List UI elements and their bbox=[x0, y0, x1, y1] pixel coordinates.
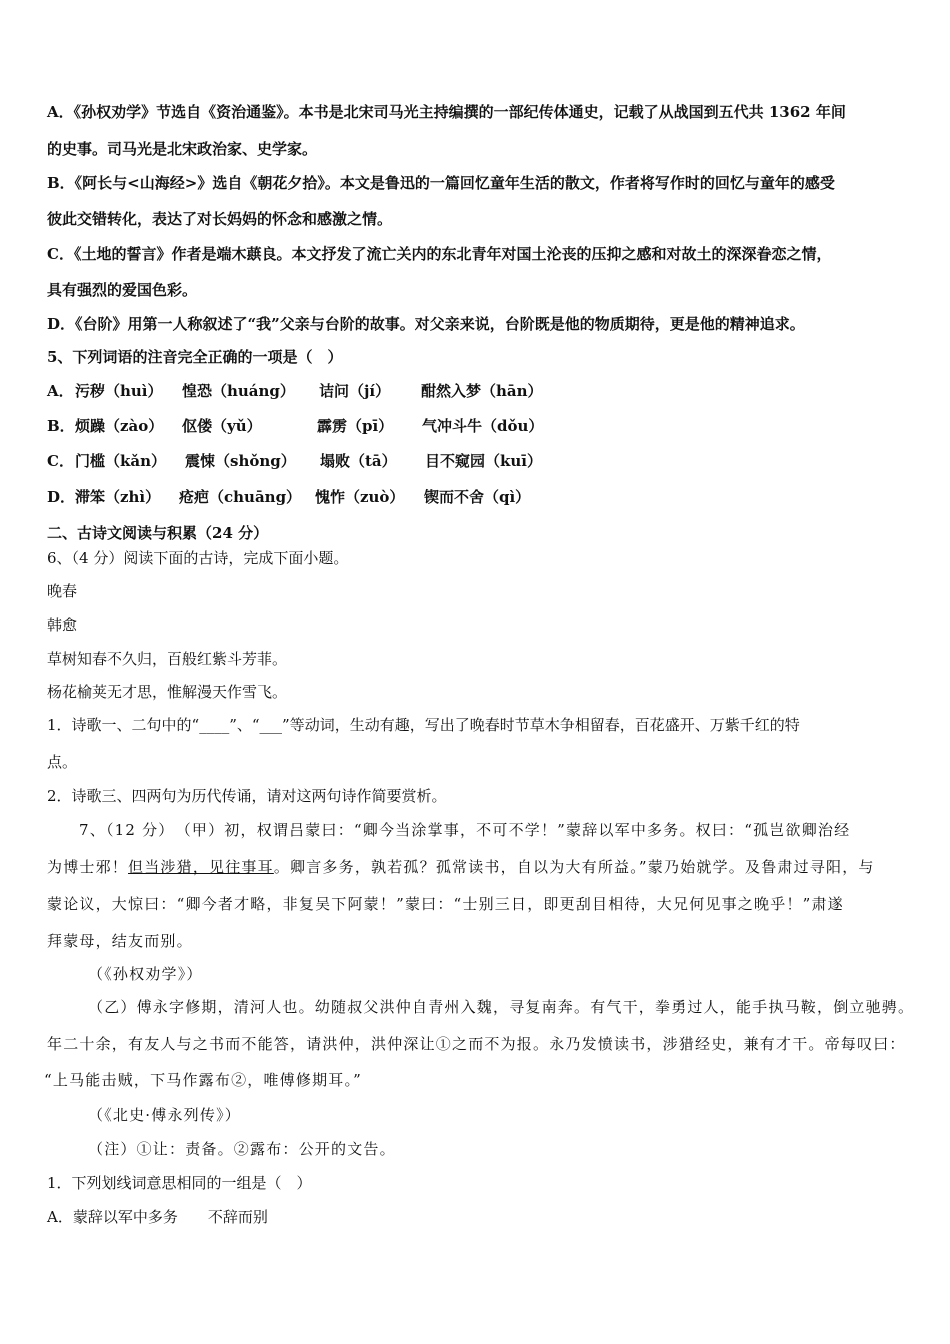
q4-option-a-line1 bbox=[47, 101, 905, 123]
poem-author: 韩愈 bbox=[47, 616, 78, 634]
q7-sub1-option-a: A．蒙辞以军中多务 不辞而别 bbox=[47, 1208, 268, 1226]
q7-passage-yi-line1: （乙）傅永字修期，清河人也。幼随叔父洪仲自青州入魏，寻复南奔。有气干，拳勇过人，能手执马鞍，倒立驰骋。 bbox=[88, 998, 915, 1016]
q6-sub1-line2: 点。 bbox=[47, 753, 78, 771]
q5-option-item: 诘问（jí） bbox=[319, 382, 391, 400]
q5-option-item: 门槛（kǎn） bbox=[75, 452, 167, 470]
q5-option-c-row bbox=[47, 450, 907, 472]
q5-option-b-row bbox=[47, 415, 907, 437]
q5-option-label: D． bbox=[47, 488, 76, 506]
q5-option-item: 酣然入梦（hān） bbox=[421, 382, 543, 400]
q7-passage-jia-line1: 7、（12 分） （甲）初，权谓吕蒙曰：“卿今当涂掌事，不可不学！”蒙辞以军中多务。权曰：“孤岂欲卿治经 bbox=[79, 821, 851, 839]
q5-option-item: 惶恐（huáng） bbox=[182, 382, 295, 400]
q5-option-item: 目不窥园（kuī） bbox=[425, 452, 542, 470]
q7-passage-jia-line4: 拜蒙母，结友而别。 bbox=[47, 932, 193, 950]
q5-option-item: 伛偻（yǔ） bbox=[182, 417, 262, 435]
poem-line-1: 草树知春不久归，百般红紫斗芳菲。 bbox=[47, 650, 288, 668]
q5-option-label: A． bbox=[47, 382, 74, 400]
q7-passage-yi-line3: “上马能击贼，下马作露布②，唯傅修期耳。” bbox=[44, 1071, 363, 1089]
q7-underlined-phrase: 但当涉猎，见往事耳 bbox=[128, 858, 274, 876]
q4-option-d: D．《台阶》用第一人称叙述了“我”父亲与台阶的故事。对父亲来说，台阶既是他的物质期待，更是他的精神追求。 bbox=[47, 315, 805, 333]
q7-passage-yi-line2: 年二十余，有友人与之书而不能答，请洪仲，洪仲深让①之而不为报。永乃发愤读书，涉猎经史，兼有才干。帝每叹曰： bbox=[47, 1035, 906, 1053]
q5-option-item: 霹雳（pī） bbox=[317, 417, 394, 435]
q5-option-item: 塌败（tā） bbox=[320, 452, 397, 470]
q7-passage-jia-line2 bbox=[47, 856, 875, 878]
q5-stem: 5、下列词语的注音完全正确的一项是（ ） bbox=[47, 348, 343, 366]
q6-sub1-line1 bbox=[47, 714, 905, 736]
q4-option-b-line2: 彼此交错转化，表达了对长妈妈的怀念和感激之情。 bbox=[47, 210, 393, 228]
q6-stem: 6、（4 分）阅读下面的古诗，完成下面小题。 bbox=[47, 549, 349, 567]
q5-option-item: 震悚（shǒng） bbox=[185, 452, 296, 470]
q7-source-jia: （《孙权劝学》） bbox=[88, 965, 203, 983]
q4-option-b-line1-text: B．《阿长与<山海经>》选自《朝花夕拾》。本文是鲁迅的一篇回忆童年生活的散文，作者将写作时的回忆与童年的感受 bbox=[47, 174, 835, 192]
q5-option-item: 气冲斗牛（dǒu） bbox=[422, 417, 544, 435]
q7-passage-jia-line3: 蒙论议，大惊曰：“卿今者才略，非复吴下阿蒙！”蒙曰：“士别三日，即更刮目相待，大兄何见事之晚乎！”肃遂 bbox=[47, 895, 844, 913]
q5-option-label: C． bbox=[47, 452, 74, 470]
q6-sub1-line1-text: 1．诗歌一、二句中的“____”、“___”等动词，生动有趣，写出了晚春时节草木争相留春，百花盛开、万紫千红的特 bbox=[47, 716, 800, 734]
q7-source-yi: （《北史·傅永列传》） bbox=[88, 1106, 241, 1124]
q5-option-item: 烦躁（zào） bbox=[75, 417, 164, 435]
q6-sub2: 2．诗歌三、四两句为历代传诵，请对这两句诗作简要赏析。 bbox=[47, 787, 447, 805]
q5-option-item: 愧怍（zuò） bbox=[315, 488, 405, 506]
q5-option-d-row bbox=[47, 486, 907, 508]
section-heading: 二、古诗文阅读与积累（24 分） bbox=[47, 524, 269, 542]
q7-text: 。卿言多务，孰若孤？孤常读书，自以为大有所益。”蒙乃始就学。及鲁肃过寻阳，与 bbox=[273, 858, 875, 876]
q5-option-label: B． bbox=[47, 417, 75, 435]
q5-option-a-row bbox=[47, 380, 907, 402]
q5-option-item: 污秽（huì） bbox=[75, 382, 163, 400]
q4-option-c-line2: 具有强烈的爱国色彩。 bbox=[47, 281, 198, 299]
q5-option-item: 滞笨（zhì） bbox=[75, 488, 161, 506]
q5-option-item: 锲而不舍（qì） bbox=[424, 488, 531, 506]
q4-option-c-line1: C．《土地的誓言》作者是端木蕻良。本文抒发了流亡关内的东北青年对国土沦丧的压抑之感和对故土的深深眷恋之情， bbox=[47, 245, 832, 263]
poem-line-2: 杨花榆荚无才思，惟解漫天作雪飞。 bbox=[47, 683, 288, 701]
q7-text: 为博士邪！ bbox=[47, 858, 129, 876]
q7-note: （注）①让：责备。②露布：公开的文告。 bbox=[88, 1140, 396, 1158]
q4-option-b-line1 bbox=[47, 172, 905, 194]
q7-sub1-stem: 1．下列划线词意思相同的一组是（ ） bbox=[47, 1174, 312, 1192]
poem-title: 晚春 bbox=[47, 582, 78, 600]
q5-option-item: 疮疤（chuāng） bbox=[179, 488, 302, 506]
q4-option-a-line2: 的史事。司马光是北宋政治家、史学家。 bbox=[47, 140, 318, 158]
q4-option-a-line1-text: A．《孙权劝学》节选自《资治通鉴》。本书是北宋司马光主持编撰的一部纪传体通史，记载了从战国到五代共 1362 年间 bbox=[47, 103, 846, 121]
